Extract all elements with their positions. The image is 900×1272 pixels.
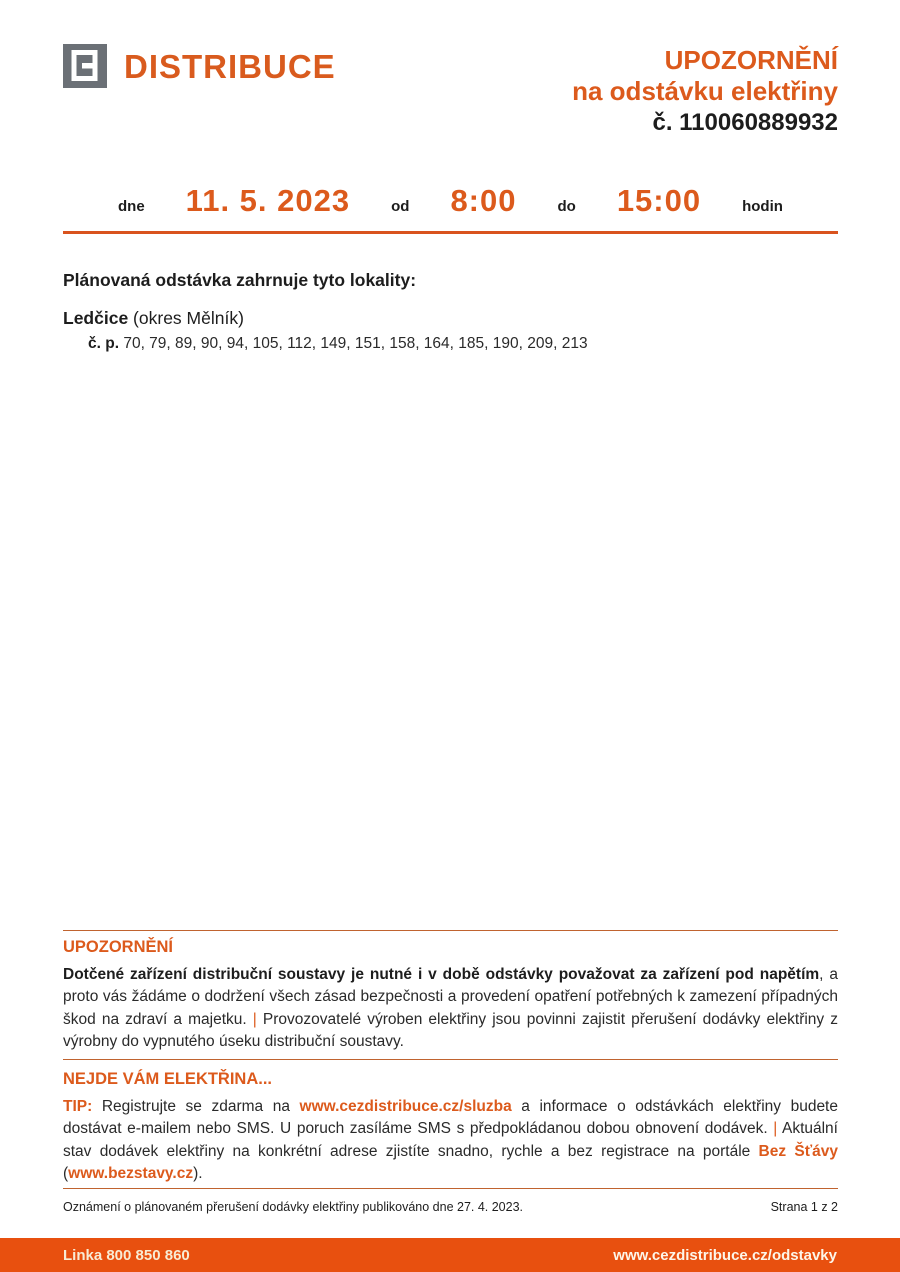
tip-text-3: Aktuální stav dodávek elektřiny na konkrétní adrese zjistíte snadno, rychle a bez registrace na portále bbox=[63, 1120, 838, 1160]
odstavky-website-link[interactable]: www.cezdistribuce.cz/odstavky bbox=[613, 1246, 837, 1264]
localities-heading: Plánovaná odstávka zahrnuje tyto lokality: bbox=[63, 270, 417, 290]
tip-section-body bbox=[63, 1096, 838, 1186]
locality-line bbox=[63, 308, 244, 329]
unit-label: hodin bbox=[742, 198, 783, 215]
warning-text-2: Provozovatelé výroben elektřiny jsou povinni zajistit přerušení dodávky elektřiny z výrobny do vypnutého úseku distribuční soustavy. bbox=[63, 1010, 838, 1051]
locality-district: (okres Mělník) bbox=[128, 308, 244, 328]
tip-text-2: a informace o odstávkách elektřiny budete dostávat e-mailem nebo SMS. U poruch zasíláme SMS s předpokládanou dobou obnovení dodávek. bbox=[63, 1098, 838, 1138]
footer-divider bbox=[63, 1188, 838, 1189]
to-time: 15:00 bbox=[616, 183, 702, 218]
separator-pipe: | bbox=[252, 1010, 257, 1028]
bezstavy-portal-name: Bez Šťávy bbox=[758, 1142, 838, 1160]
cez-logo-icon bbox=[63, 44, 107, 88]
date-label: dne bbox=[118, 198, 145, 215]
warning-section-body bbox=[63, 964, 838, 1054]
tip-section-heading: NEJDE VÁM ELEKTŘINA... bbox=[63, 1070, 273, 1088]
brand-header bbox=[63, 44, 336, 88]
house-numbers-line bbox=[88, 335, 588, 353]
footer-note-row bbox=[63, 1200, 838, 1214]
house-numbers-label: č. p. bbox=[88, 335, 120, 352]
separator-pipe: | bbox=[773, 1120, 778, 1138]
contact-phone: Linka 800 850 860 bbox=[63, 1246, 190, 1264]
locality-name: Ledčice bbox=[63, 308, 129, 328]
tip-text-4: ( bbox=[63, 1165, 69, 1183]
from-label: od bbox=[391, 198, 410, 215]
warning-section bbox=[63, 938, 838, 1054]
tip-text-5: ). bbox=[193, 1165, 203, 1183]
brand-wordmark: DISTRIBUCE bbox=[124, 47, 336, 85]
notice-number: č. 110060889932 bbox=[652, 109, 838, 136]
warning-section-heading: UPOZORNĚNÍ bbox=[63, 938, 174, 956]
cezdistribuce-sluzba-link[interactable]: www.cezdistribuce.cz/sluzba bbox=[299, 1098, 512, 1115]
tip-text-1: Registrujte se zdarma na bbox=[92, 1098, 300, 1115]
outage-schedule-row bbox=[63, 183, 838, 234]
page-indicator: Strana 1 z 2 bbox=[770, 1200, 838, 1214]
contact-bar bbox=[0, 1238, 900, 1272]
tip-section bbox=[63, 1070, 838, 1186]
section-divider bbox=[63, 1059, 838, 1060]
notice-title-line2: na odstávku elektřiny bbox=[572, 76, 838, 106]
section-divider bbox=[63, 930, 838, 931]
house-numbers-list: 70, 79, 89, 90, 94, 105, 112, 149, 151, 158, 164, 185, 190, 209, 213 bbox=[119, 335, 588, 352]
published-note: Oznámení o plánovaném přerušení dodávky elektřiny publikováno dne 27. 4. 2023. bbox=[63, 1200, 524, 1214]
notice-title-block bbox=[572, 45, 838, 138]
warning-bold-text: Dotčené zařízení distribuční soustavy je nutné i v době odstávky považovat za zařízení pod napětím bbox=[63, 966, 820, 983]
bezstavy-link[interactable]: www.bezstavy.cz bbox=[68, 1165, 194, 1183]
outage-date: 11. 5. 2023 bbox=[185, 183, 351, 218]
warning-text: , a proto vás žádáme o dodržení všech zásad bezpečnosti a provedení opatření potřebných k zamezení případných škod na zdraví a majetku. bbox=[63, 966, 838, 1028]
tip-label: TIP: bbox=[63, 1098, 93, 1115]
to-label: do bbox=[557, 198, 576, 215]
from-time: 8:00 bbox=[450, 183, 517, 218]
notice-title-line1: UPOZORNĚNÍ bbox=[664, 45, 838, 75]
